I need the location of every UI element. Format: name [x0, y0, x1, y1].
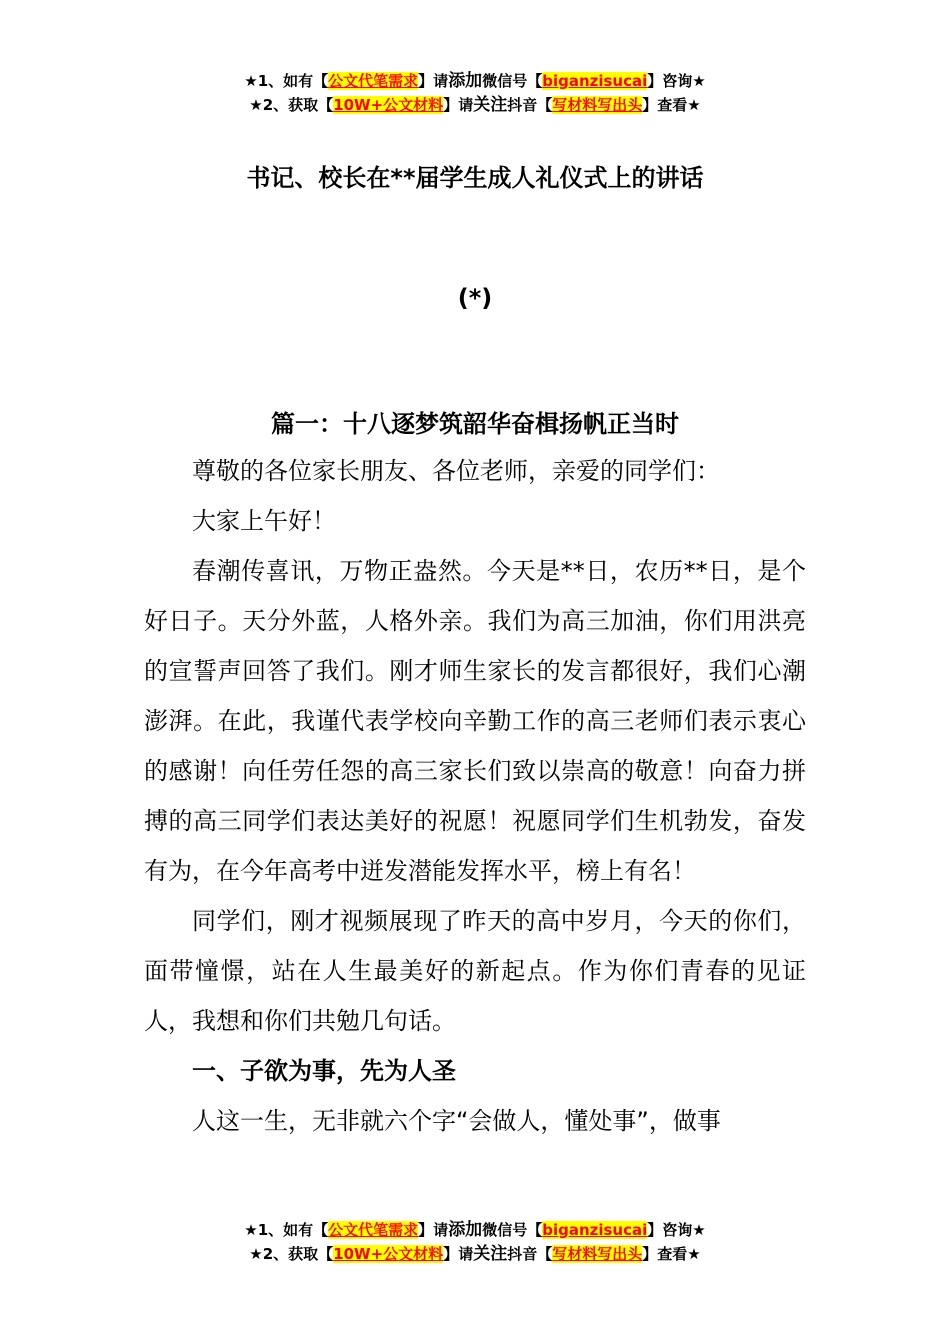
document-body [144, 446, 806, 1146]
paragraph-salutation: 尊敬的各位家长朋友、各位老师，亲爱的同学们： [192, 457, 720, 485]
promo-line-2: ★2、获取【10W+公文材料】请关注抖音【写材料写出头】查看★ [249, 95, 701, 115]
promo-highlight: 公文代笔需求 [328, 1221, 419, 1239]
promo-line-1: ★1、如有【公文代笔需求】请添加微信号【biganzisucai】咨询★ [244, 71, 706, 91]
document-marker: (*) [457, 284, 493, 312]
header-promo-banner [0, 69, 950, 117]
promo-highlight: 公文代笔需求 [328, 72, 419, 90]
promo-highlight: 写材料写出头 [552, 1245, 643, 1263]
promo-highlight: 10W+公文材料 [333, 96, 444, 114]
document-title: 书记、校长在**届学生成人礼仪式上的讲话 [246, 164, 704, 192]
paragraph: 人这一生，无非就六个字“会做人，懂处事”，做事 [192, 1107, 721, 1135]
paragraph: 同学们，刚才视频展现了昨天的高中岁月，今天的你们，面带憧憬，站在人生最美好的新起点。作为你们青春的见证人，我想和你们共勉几句话。 [144, 907, 806, 1035]
footer-promo-banner [0, 1218, 950, 1266]
paragraph: 春潮传喜讯，万物正盎然。今天是**日，农历**日，是个好日子。天分外蓝，人格外亲。我们为高三加油，你们用洪亮的宣誓声回答了我们。刚才师生家长的发言都很好，我们心潮澎湃。在此，我谨代表学校向辛勤工作的高三老师们表示衷心的感谢！向任劳任怨的高三家长们致以崇高的敬意！向奋力拼搏的高三同学们表达美好的祝愿！祝愿同学们生机勃发，奋发有为，在今年高考中迸发潜能发挥水平，榜上有名！ [144, 557, 806, 885]
heading-1: 一、子欲为事，先为人圣 [192, 1057, 456, 1085]
section-title: 篇一：十八逐梦筑韶华奋楫扬帆正当时 [271, 410, 679, 438]
promo-line-1: ★1、如有【公文代笔需求】请添加微信号【biganzisucai】咨询★ [244, 1220, 706, 1240]
promo-highlight: biganzisucai [542, 1221, 648, 1239]
promo-line-2: ★2、获取【10W+公文材料】请关注抖音【写材料写出头】查看★ [249, 1244, 701, 1264]
paragraph-greeting: 大家上午好！ [192, 507, 336, 535]
promo-highlight: biganzisucai [542, 72, 648, 90]
promo-highlight: 写材料写出头 [552, 96, 643, 114]
promo-highlight: 10W+公文材料 [333, 1245, 444, 1263]
